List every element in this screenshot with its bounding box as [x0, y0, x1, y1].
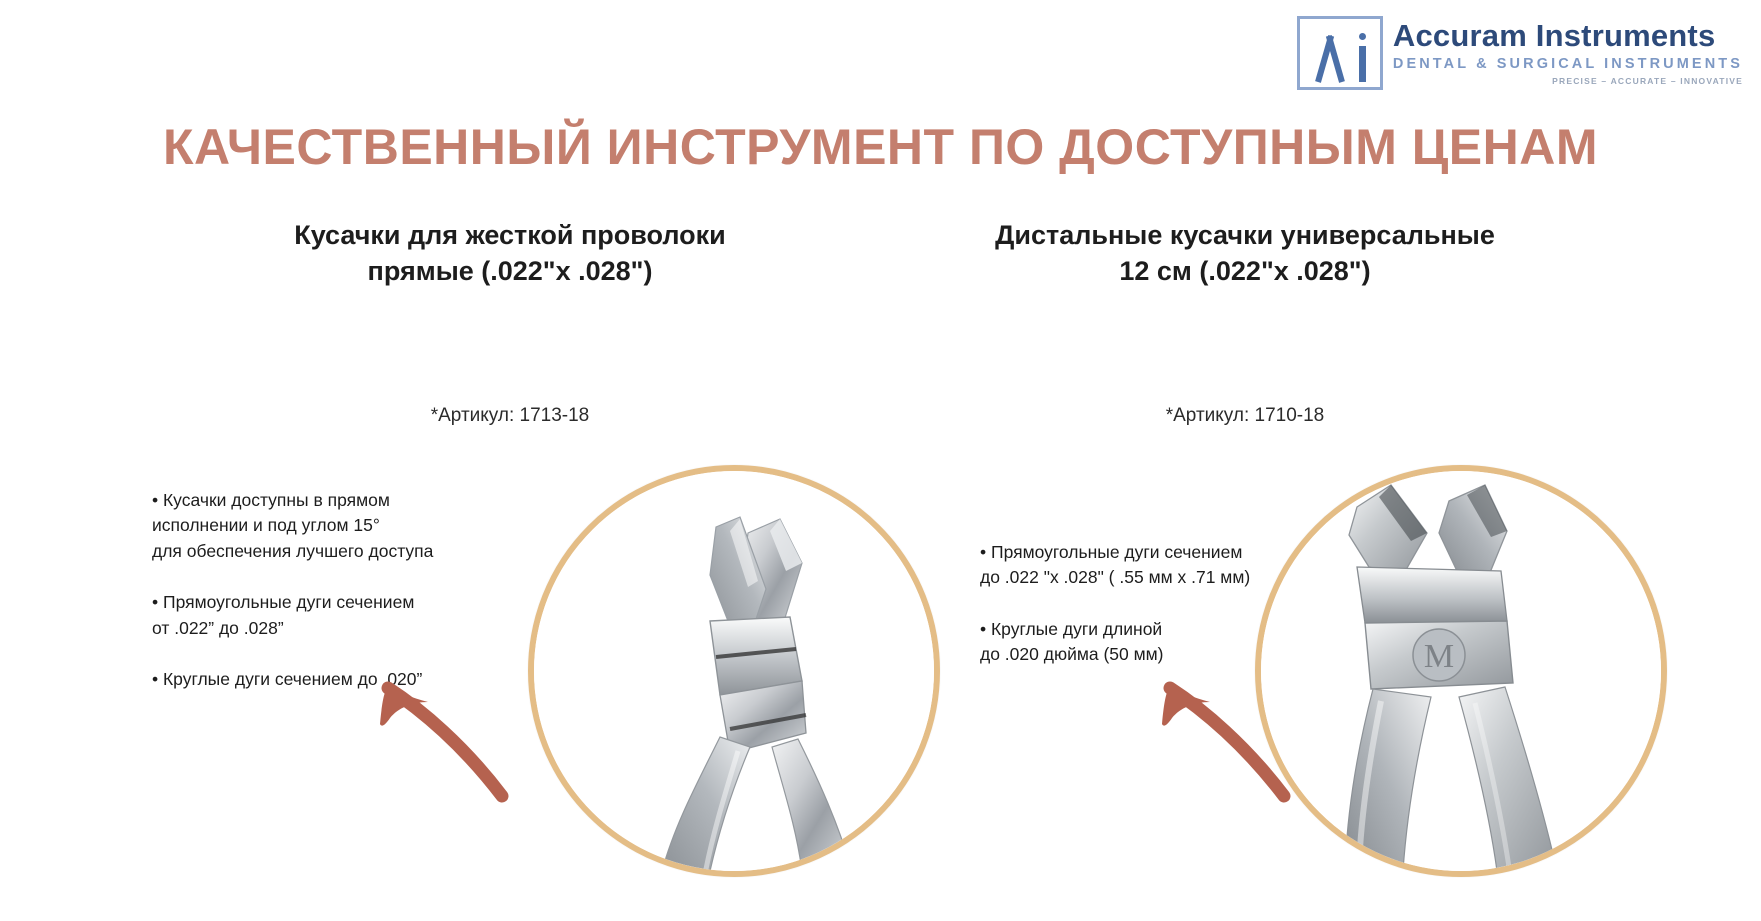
feature-item: • Круглые дуги сечением до .020”: [152, 668, 423, 689]
accuram-ai-monogram-icon: [1297, 16, 1383, 90]
product-sku-left: *Артикул: 1713-18: [430, 405, 590, 427]
page-title: КАЧЕСТВЕННЫЙ ИНСТРУМЕНТ ПО ДОСТУПНЫМ ЦЕНАМ: [163, 119, 1598, 175]
product-column-right: [895, 218, 1595, 427]
product-features-left: [152, 488, 502, 692]
product-title-right-line1: Дистальные кусачки универсальные: [995, 220, 1495, 250]
feature-item: • Кусачки доступны в прямом исполнении и под углом 15° для обеспечения лучшего доступа: [152, 490, 434, 561]
product-title-left-line2: прямые (.022"x .028"): [367, 255, 653, 286]
product-title-right: [895, 218, 1595, 289]
feature-item: • Прямоугольные дуги сечением от .022” до .028”: [152, 592, 415, 638]
product-photo-right: [1255, 465, 1667, 877]
product-column-left: [160, 218, 860, 427]
svg-text:M: M: [1423, 638, 1455, 675]
product-sku-right: *Артикул: 1710-18: [1165, 405, 1325, 427]
brand-subtitle: DENTAL & SURGICAL INSTRUMENTS: [1392, 55, 1743, 72]
brand-name: Accuram Instruments: [1392, 18, 1716, 53]
brand-tagline: PRECISE – ACCURATE – INNOVATIVE: [1552, 75, 1743, 86]
brand-logo-text: [1393, 16, 1743, 86]
product-photo-left: [528, 465, 940, 877]
product-title-left: [160, 218, 860, 289]
feature-item: • Круглые дуги длиной до .020 дюйма (50 мм): [980, 618, 1164, 665]
curved-arrow-icon-left: [376, 680, 536, 820]
feature-item: • Прямоугольные дуги сечением до .022 "х .028" ( .55 мм х .71 мм): [980, 542, 1251, 588]
product-title-right-line2: 12 см (.022"x .028"): [1119, 255, 1371, 286]
product-title-left-line1: Кусачки для жесткой проволоки: [294, 220, 726, 250]
brand-logo: [1297, 16, 1743, 90]
